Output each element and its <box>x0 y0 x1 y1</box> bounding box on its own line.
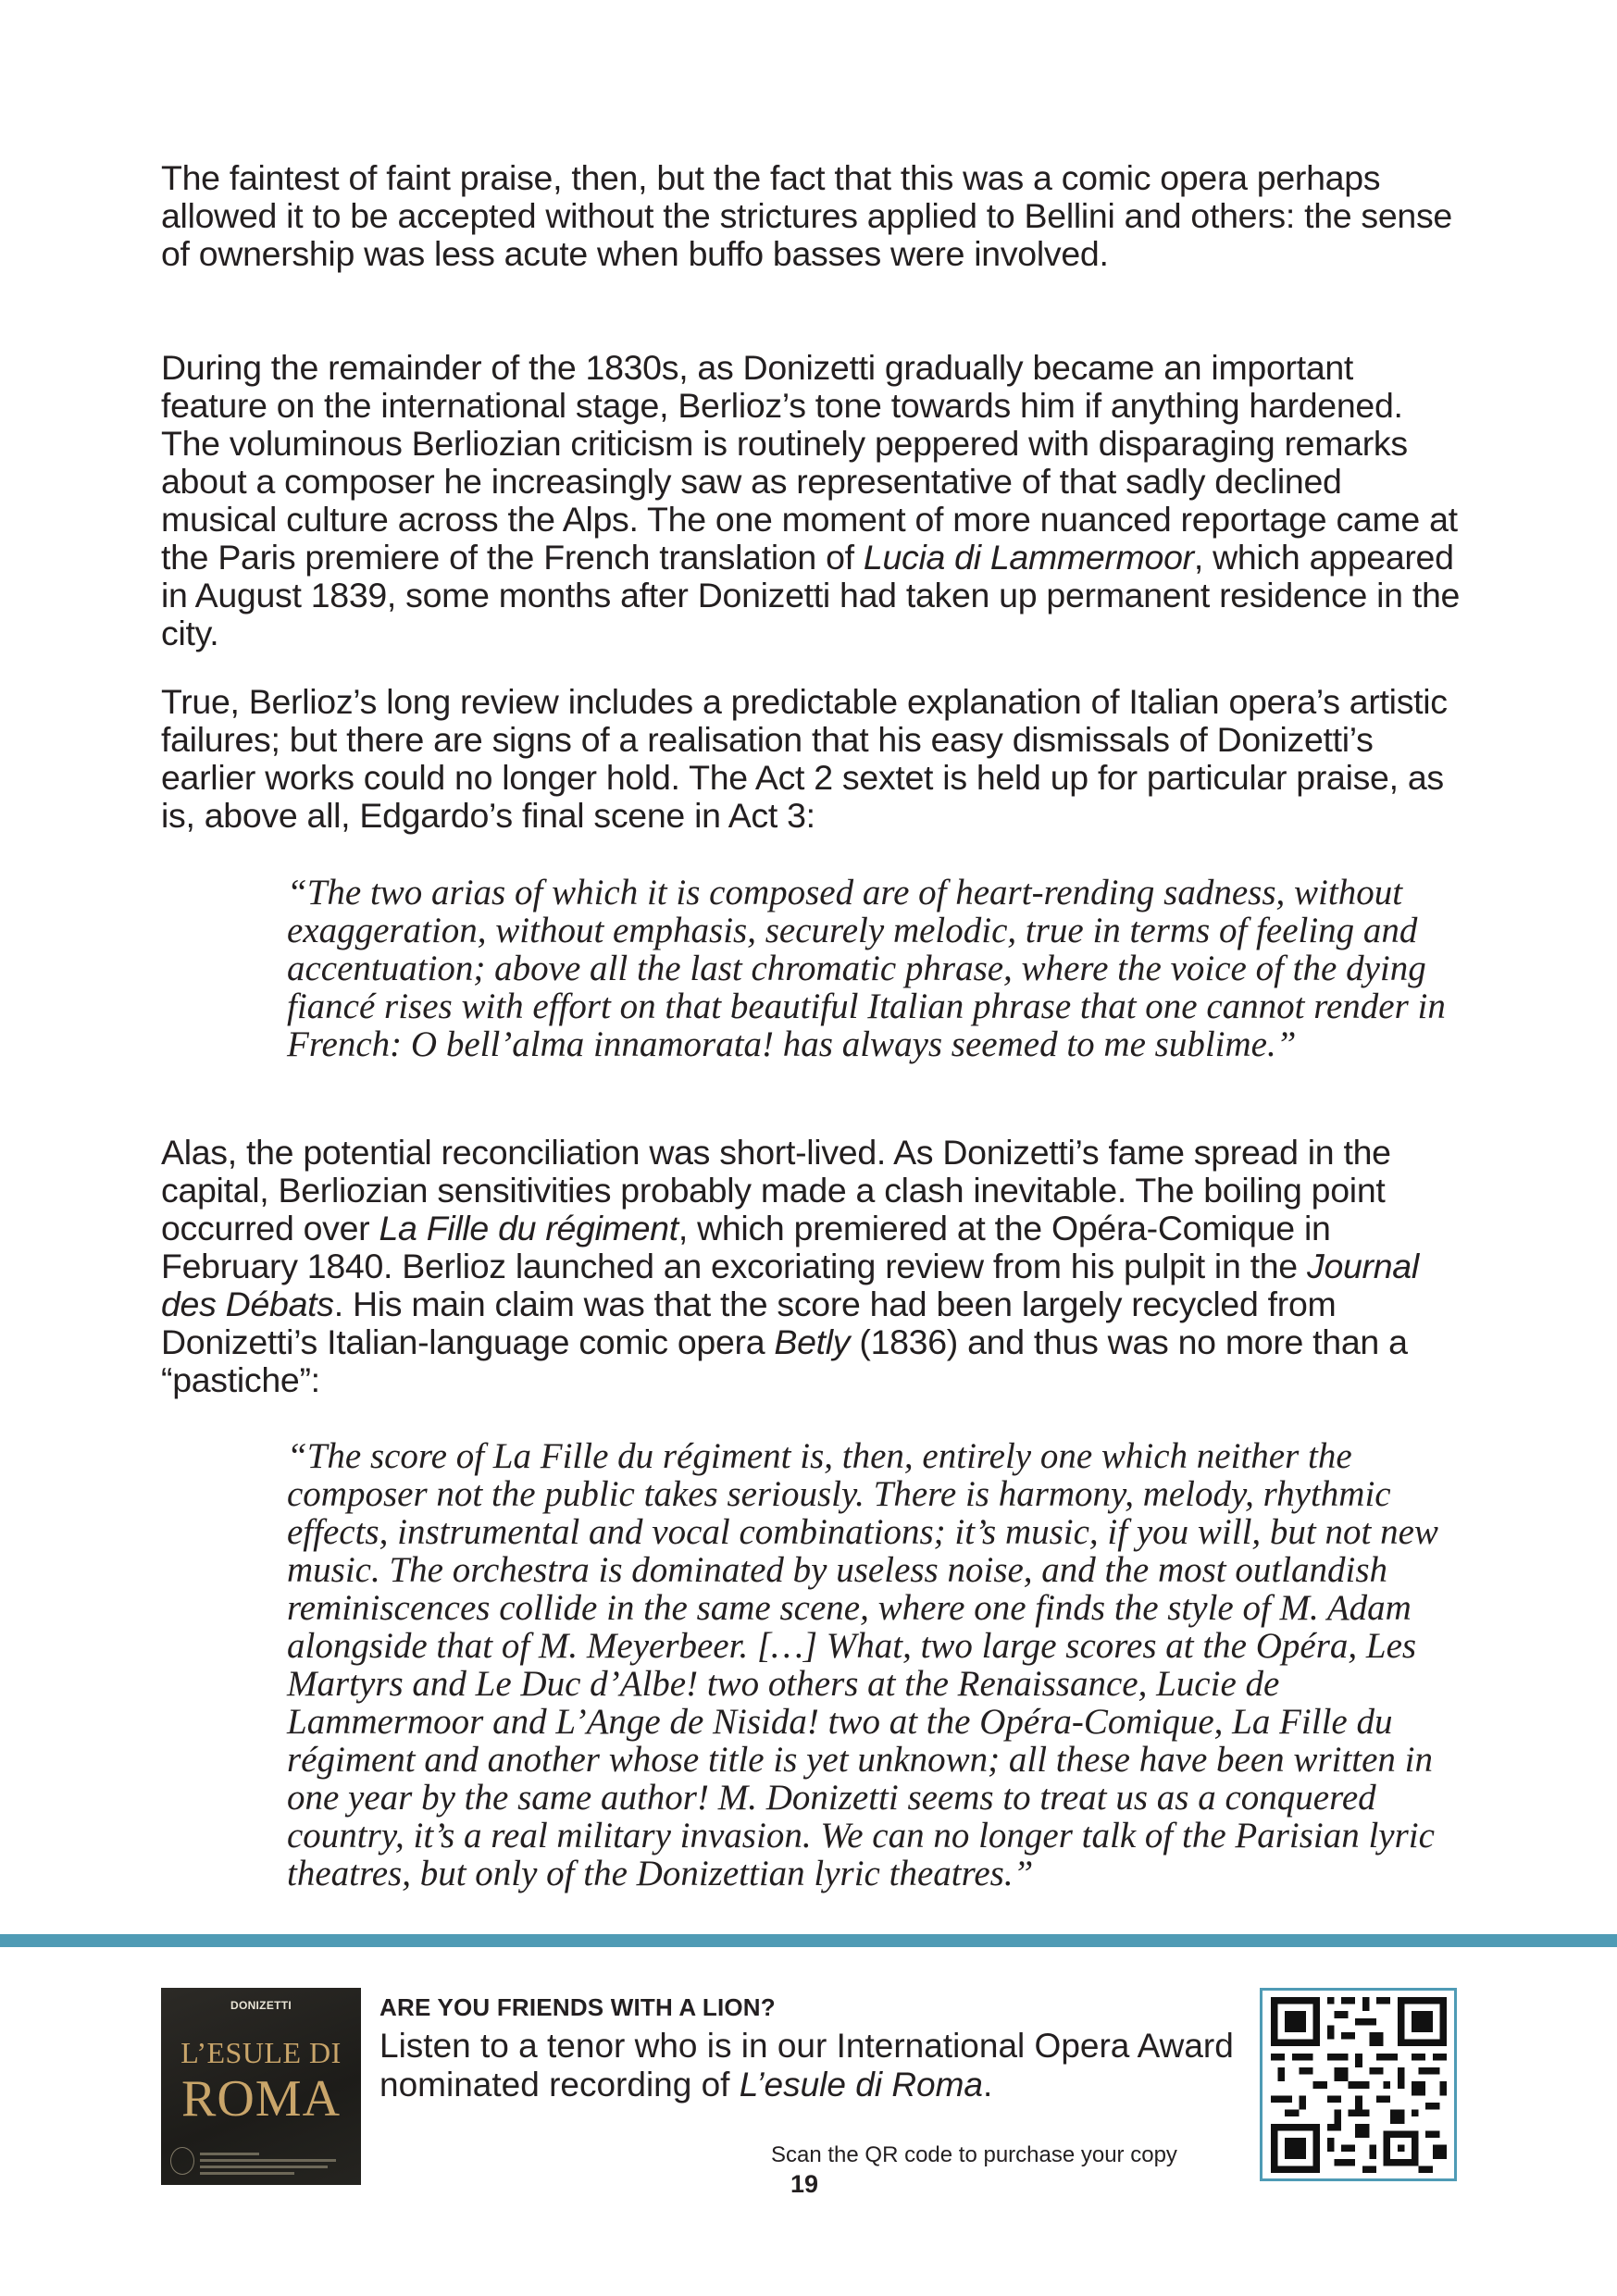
promo-divider <box>0 1934 1617 1947</box>
paragraph-4 <box>161 1134 1466 1399</box>
opera-title-lucia: Lucia di Lammermoor <box>863 538 1194 577</box>
paragraph-3: True, Berlioz’s long review includes a predictable explanation of Italian opera’s artistic failures; but there are signs of a realisation that his easy dismissals of Donizetti’s earlier works could no longer hold. The Act 2 sextet is held up for particular praise, as is, above all, Edgardo’s final scene in Act 3: <box>161 682 1448 835</box>
paragraph-1: The faintest of faint praise, then, but the fact that this was a comic opera perhaps allowed it to be accepted without the strictures applied to Bellini and others: the sense of ownership was less acute when buffo basses were involved. <box>161 158 1452 273</box>
paragraph-4-text-d: (1836) and thus was no more than a “pastiche”: <box>161 1322 1408 1399</box>
promo-heading: ARE YOU FRIENDS WITH A LION? <box>379 1993 776 2021</box>
promo-body-end: . <box>983 2066 993 2104</box>
album-cover-image[interactable] <box>161 1988 361 2185</box>
paragraph-2-text-a: During the remainder of the 1830s, as Donizetti gradually became an important feature on the international stage, Berlioz’s tone towards him if anything hardened. The voluminous Berliozian criticism is routinely peppered with disparaging remarks about a composer he increasingly saw as representative of that sadly declined musical culture across the Alps. The one moment of more nuanced reportage came at the Paris premiere of the French translation of <box>161 348 1458 577</box>
paragraph-4-text-c: . His main claim was that the score had been largely recycled from Donizetti’s Italian-language comic opera <box>161 1285 1337 1361</box>
blockquote-1: “The two arias of which it is composed are of heart-rending sadness, without exaggeration, without emphasis, securely melodic, true in terms of feeling and accentuation; above all the last chromatic phrase, where the voice of the dying fiancé rises with effort on that beautiful Italian phrase that one cannot render in French: O bell’alma innamorata! has always seemed to me sublime.” <box>287 873 1446 1064</box>
paragraph-2-text-b: , which appeared in August 1839, some months after Donizetti had taken up permanent residence in the city. <box>161 538 1461 652</box>
opera-title-fille: La Fille du régiment <box>379 1209 678 1247</box>
record-label-logo <box>170 2147 194 2175</box>
promo-album-title: L’esule di Roma <box>739 2066 984 2104</box>
paragraph-2 <box>161 349 1466 652</box>
qr-code-icon <box>1271 1997 1447 2173</box>
album-composer: DONIZETTI <box>230 1999 292 2012</box>
album-credits <box>200 2153 348 2178</box>
paragraph-4-text-b: , which premiered at the Opéra-Comique in February 1840. Berlioz launched an excoriating review from his pulpit in the <box>161 1209 1331 1285</box>
page-number: 19 <box>790 2170 819 2198</box>
promo-body <box>379 2027 1250 2104</box>
album-title-line-1: L’ESULE DI <box>180 2036 342 2069</box>
opera-title-betly: Betly <box>774 1322 851 1361</box>
qr-caption: Scan the QR code to purchase your copy <box>771 2142 1177 2167</box>
blockquote-2: “The score of La Fille du régiment is, then, entirely one which neither the composer not the public takes seriously. There is harmony, melody, rhythmic effects, instrumental and vocal combinations; it’s music, if you will, but not new music. The orchestra is dominated by useless noise, and the most outlandish reminiscences collide in the same scene, where one finds the style of M. Adam alongside that of M. Meyerbeer. […] What, two large scores at the Opéra, Les Martyrs and Le Duc d’Albe! two others at the Renaissance, Lucie de Lammermoor and L’Ange de Nisida! two at the Opéra-Comique, La Fille du régiment and another whose title is yet unknown; all these have been written in one year by the same author! M. Donizetti seems to treat us as a conquered country, it’s a real military invasion. We can no longer talk of the Parisian lyric theatres, but only of the Donizettian lyric theatres.” <box>287 1436 1438 1893</box>
paragraph-4-text-a: Alas, the potential reconciliation was short-lived. As Donizetti’s fame spread in the capital, Berliozian sensitivities probably made a clash inevitable. The boiling point occurred over <box>161 1133 1391 1247</box>
album-title-line-2: ROMA <box>180 2070 342 2128</box>
journal-title: Journal des Débats <box>161 1247 1419 1323</box>
promo-body-text: Listen to a tenor who is in our International Opera Award nominated recording of <box>379 2027 1234 2104</box>
qr-code[interactable] <box>1260 1988 1457 2181</box>
